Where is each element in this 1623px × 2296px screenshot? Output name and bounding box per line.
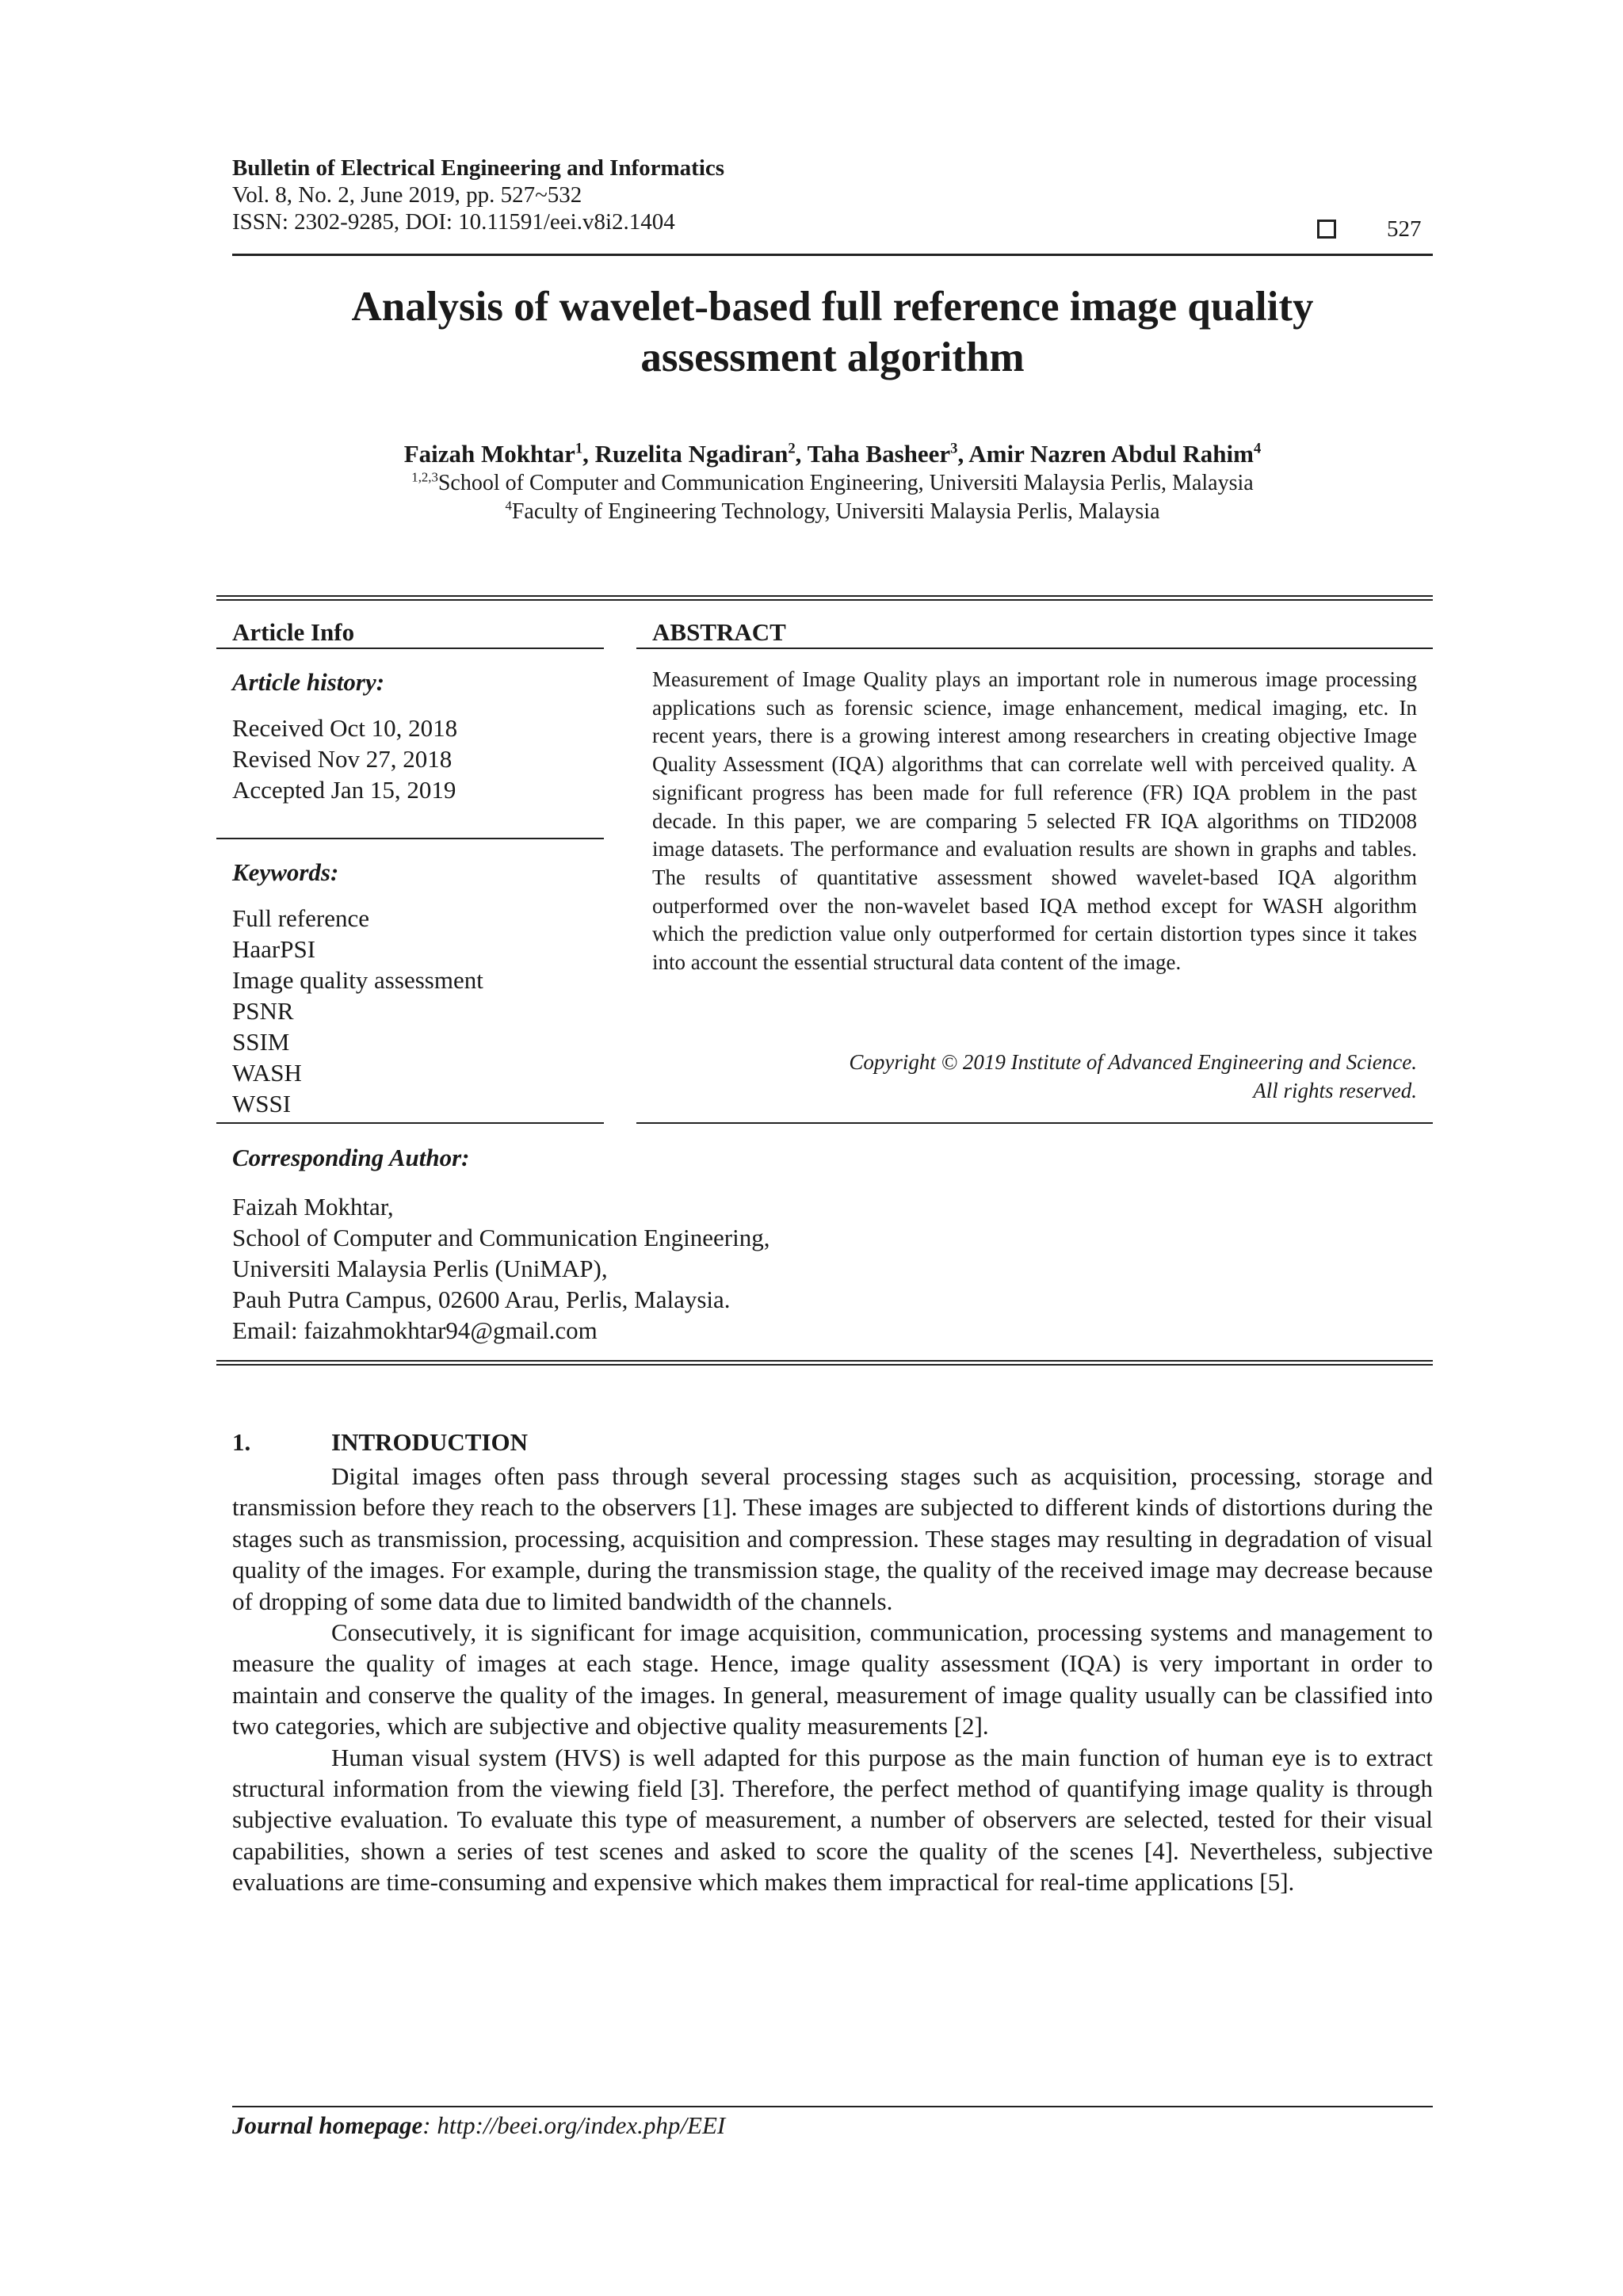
keyword: PSNR (232, 997, 294, 1025)
introduction-body (232, 1461, 1433, 1898)
keyword: Image quality assessment (232, 966, 483, 994)
author-name: Faizah Mokhtar (403, 440, 575, 468)
author-sup: 2 (788, 440, 796, 457)
author-sup: 3 (950, 440, 958, 457)
page-number: 527 (1387, 216, 1422, 242)
author-sup: 4 (1253, 440, 1262, 457)
journal-header (232, 155, 1433, 235)
header-rule (232, 254, 1433, 256)
author-name: Taha Basheer (807, 440, 951, 468)
journal-volume: Vol. 8, No. 2, June 2019, pp. 527~532 (232, 182, 582, 208)
paragraph: Consecutively, it is significant for image acquisition, communication, processing systems and management to measure the quality of images at each stage. Hence, image quality assessment (IQA) is very important in order to maintain and conserve the quality of the images. In general, measurement of image quality usually can be classified into two categories, which are subjective and objective quality measurements [2]. (232, 1618, 1433, 1740)
author-name: Amir Nazren Abdul Rahim (968, 440, 1254, 468)
info-bottom-rule (216, 1360, 1433, 1366)
abstract-text: Measurement of Image Quality plays an important role in numerous image processing applications such as forensic science, image enhancement, medical imaging, etc. In recent years, there is a growing interest among researchers in creating objective Image Quality Assessment (IQA) algorithms that can correlate well with perceived quality. A significant progress has been made for full reference (FR) IQA problem in the past decade. In this paper, we are comparing 5 selected FR IQA algorithms on TID2008 image datasets. The performance and evaluation results are shown in graphs and tables. The results of quantitative assessment showed wavelet-based IQA algorithm outperformed over the non-wavelet based IQA method except for WASH algorithm which the prediction value only outperformed for certain distortion types since it takes into account the essential structural data content of the image. (652, 667, 1417, 975)
rule (216, 1122, 604, 1124)
author-sup: 1 (575, 440, 583, 457)
homepage-link[interactable]: : http://beei.org/index.php/EEI (422, 2111, 726, 2139)
abstract-heading: ABSTRACT (652, 618, 786, 646)
article-info-heading: Article Info (232, 618, 355, 646)
title-line-2: assessment algorithm (640, 334, 1025, 380)
info-top-rule (216, 595, 1433, 601)
affiliation: $^4$Faculty of Engineering Technology, Universiti Malaysia Perlis, Malaysia (505, 498, 1160, 524)
journal-name: Bulletin of Electrical Engineering and Informatics (232, 155, 725, 181)
paragraph: Human visual system (HVS) is well adapted for this purpose as the main function of human eye is to extract structural information from the viewing field [3]. Therefore, the perfect method of quantifying image quality is through subjective evaluation. To evaluate this type of measurement, a number of observers are selected, tested for their visual capabilities, shown a series of test scenes and asked to score the quality of the scenes [4]. Nevertheless, subjective evaluations are time-consuming and expensive which makes them impractical for real-time applications [5]. (232, 1743, 1433, 1897)
footer (232, 2111, 725, 2140)
footer-label: Journal homepage (232, 2111, 423, 2139)
author-name: Ruzelita Ngadiran (594, 440, 789, 468)
footer-rule (232, 2106, 1433, 2107)
keyword: Full reference (232, 904, 369, 932)
keywords-heading: Keywords: (232, 858, 339, 886)
rule (216, 648, 604, 649)
history-list: Received Oct 10, 2018 Revised Nov 27, 2018 Accepted Jan 15, 2019 (232, 714, 458, 804)
section-heading: 1. INTRODUCTION (232, 1428, 529, 1456)
corresponding-author: Faizah Mokhtar, School of Computer and Communication Engineering, Universiti Malaysia Perlis (UniMAP), Pauh Putra Campus, 02600 Arau, Perlis, Malaysia. Email: faizahmokhtar94@gmail.com (232, 1193, 770, 1344)
keyword: WASH (232, 1059, 302, 1087)
rule (216, 838, 604, 839)
affiliation: $^{1,2,3}$School of Computer and Communication Engineering, Universiti Malaysia Perlis, Malaysia (411, 469, 1254, 495)
keyword: HaarPSI (232, 935, 316, 963)
corresponding-heading: Corresponding Author: (232, 1144, 470, 1171)
copyright: Copyright © 2019 Institute of Advanced Engineering and Science. All rights reserved. (849, 1050, 1417, 1102)
title-line-1: Analysis of wavelet-based full reference image quality (351, 284, 1314, 330)
history-heading: Article history: (232, 668, 385, 696)
paragraph: Digital images often pass through several processing stages such as acquisition, processing, storage and transmission before they reach to the observers [1]. These images are subjected to different kinds of distortions during the stages such as transmission, processing, acquisition and compression. These stages may resulting in degradation of visual quality of the images. For example, during the transmission stage, the quality of the received image may decrease because of dropping of some data due to limited bandwidth of the channels. (232, 1462, 1433, 1615)
journal-issn: ISSN: 2302-9285, DOI: 10.11591/eei.v8i2.1404 (232, 209, 675, 235)
keyword: WSSI (232, 1090, 292, 1117)
rule (636, 648, 1433, 649)
keyword: SSIM (232, 1028, 290, 1056)
keywords-list (232, 903, 483, 1119)
square-icon (1317, 220, 1336, 239)
paper-title (232, 281, 1433, 383)
rule (636, 1122, 1433, 1124)
author-list: Faizah Mokhtar$^1$, Ruzelita Ngadiran$^2$, Taha Basheer$^3$, Amir Nazren Abdul Rahim$^4$ (403, 440, 1262, 468)
